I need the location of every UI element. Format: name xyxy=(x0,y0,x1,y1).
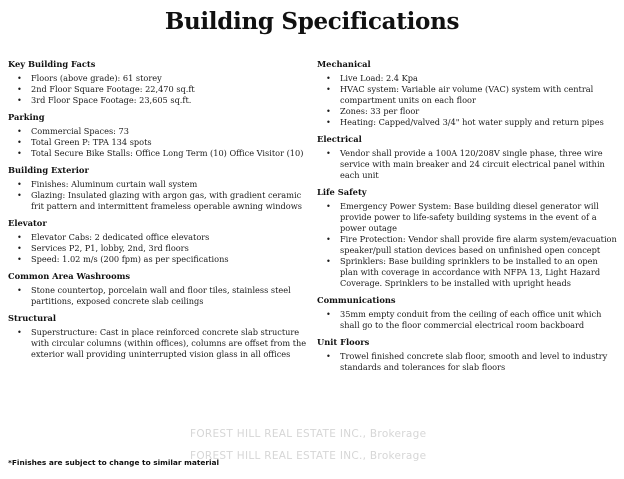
list-item: • Live Load: 2.4 Kpa xyxy=(317,73,617,84)
list-item: • Elevator Cabs: 2 dedicated office elevators xyxy=(8,232,308,243)
list-item: • Emergency Power System: Base building diesel generator will provide power to life-safety building systems in the event of a power outage xyxy=(317,201,617,234)
section-building-exterior xyxy=(8,164,308,212)
section-common-area-washrooms xyxy=(8,270,308,307)
list-item: • Superstructure: Cast in place reinforced concrete slab structure with circular columns (within offices), columns are offset from the exterior wall providing uninterrupted vision glass in all offices xyxy=(8,327,308,360)
bullet-list xyxy=(317,148,617,181)
list-item: • 35mm empty conduit from the ceiling of each office unit which shall go to the floor commercial electrical room backboard xyxy=(317,309,617,331)
section-elevator xyxy=(8,217,308,265)
section-heading: Building Exterior xyxy=(8,165,89,175)
bullet-list xyxy=(8,126,308,159)
section-heading: Structural xyxy=(8,313,57,323)
bullet-list xyxy=(317,309,617,331)
list-item: • Total Green P: TPA 134 spots xyxy=(8,137,308,148)
section-heading: Elevator xyxy=(8,218,47,228)
bullet-list xyxy=(8,232,308,265)
section-heading: Mechanical xyxy=(317,59,371,69)
footnote: *Finishes are subject to change to similar material xyxy=(8,458,220,467)
bullet-list xyxy=(8,285,308,307)
page-title: Building Specifications xyxy=(164,8,460,35)
section-heading: Electrical xyxy=(317,134,362,144)
section-mechanical xyxy=(317,58,617,128)
section-heading: Key Building Facts xyxy=(8,59,96,69)
bullet-list xyxy=(317,201,617,289)
watermark: FOREST HILL REAL ESTATE INC., Brokerage xyxy=(190,428,427,440)
list-item: • Floors (above grade): 61 storey xyxy=(8,73,308,84)
list-item: • Fire Protection: Vendor shall provide fire alarm system/evacuation speaker/pull station devices based on unfinished open concept xyxy=(317,234,617,256)
list-item: • Zones: 33 per floor xyxy=(317,106,617,117)
list-item: • Trowel finished concrete slab floor, smooth and level to industry standards and tolerances for slab floors xyxy=(317,351,617,373)
list-item: • Stone countertop, porcelain wall and floor tiles, stainless steel partitions, exposed concrete slab ceilings xyxy=(8,285,308,307)
list-item: • 3rd Floor Space Footage: 23,605 sq.ft. xyxy=(8,95,308,106)
bullet-list xyxy=(317,351,617,373)
section-communications xyxy=(317,294,617,331)
list-item: • Finishes: Aluminum curtain wall system xyxy=(8,179,308,190)
list-item: • Speed: 1.02 m/s (200 fpm) as per specifications xyxy=(8,254,308,265)
section-electrical xyxy=(317,133,617,181)
list-item: • Vendor shall provide a 100A 120/208V single phase, three wire service with main breaker and 24 circuit electrical panel within each unit xyxy=(317,148,617,181)
bullet-list xyxy=(8,179,308,212)
section-unit-floors xyxy=(317,336,617,373)
section-heading: Life Safety xyxy=(317,187,367,197)
list-item: • 2nd Floor Square Footage: 22,470 sq.ft xyxy=(8,84,308,95)
watermark: FOREST HILL REAL ESTATE INC., Brokerage xyxy=(190,450,427,462)
section-structural xyxy=(8,312,308,360)
list-item: • Glazing: Insulated glazing with argon gas, with gradient ceramic frit pattern and intermittent frameless operable awning windows xyxy=(8,190,308,212)
list-item: • Total Secure Bike Stalls: Office Long Term (10) Office Visitor (10) xyxy=(8,148,308,159)
section-heading: Common Area Washrooms xyxy=(8,271,131,281)
bullet-list xyxy=(8,327,308,360)
list-item: • HVAC system: Variable air volume (VAC) system with central compartment units on each floor xyxy=(317,84,617,106)
section-life-safety xyxy=(317,186,617,289)
list-item: • Services P2, P1, lobby, 2nd, 3rd floors xyxy=(8,243,308,254)
section-heading: Parking xyxy=(8,112,45,122)
list-item: • Sprinklers: Base building sprinklers to be installed to an open plan with coverage in accordance with NFPA 13, Light Hazard Coverage. Sprinklers to be installed with upright heads xyxy=(317,256,617,289)
left-column xyxy=(8,58,308,365)
list-item: • Commercial Spaces: 73 xyxy=(8,126,308,137)
section-heading: Communications xyxy=(317,295,396,305)
section-heading: Unit Floors xyxy=(317,337,370,347)
section-parking xyxy=(8,111,308,159)
section-key-building-facts xyxy=(8,58,308,106)
bullet-list xyxy=(317,73,617,128)
bullet-list xyxy=(8,73,308,106)
right-column xyxy=(317,58,617,378)
list-item: • Heating: Capped/valved 3/4" hot water supply and return pipes xyxy=(317,117,617,128)
